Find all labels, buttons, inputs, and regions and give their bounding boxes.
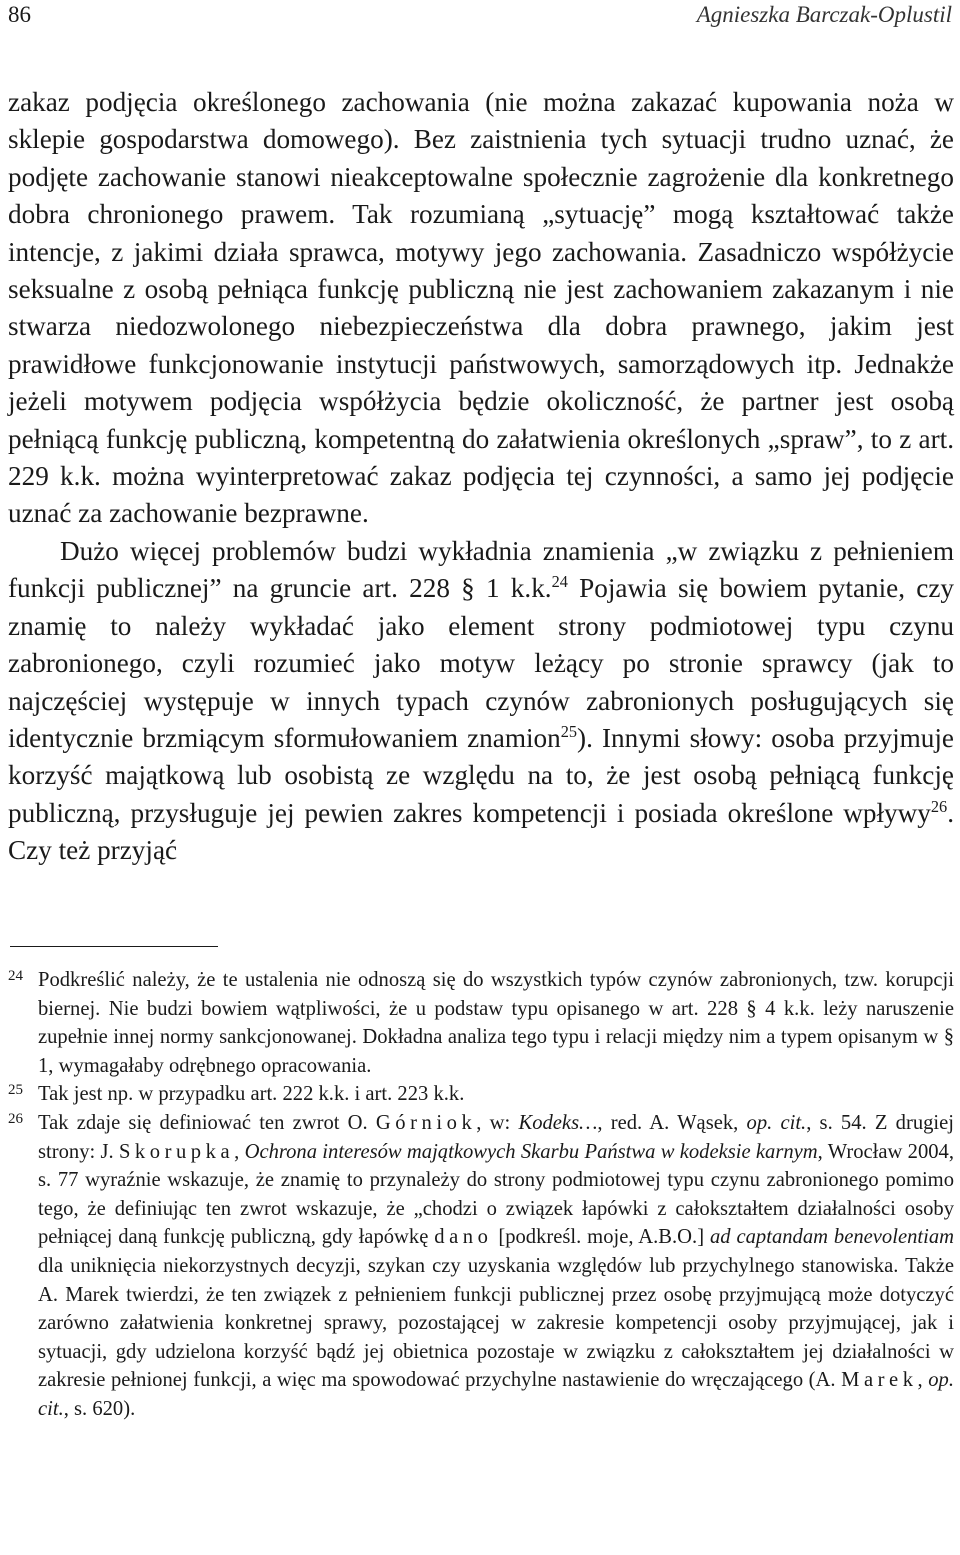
- author-name: Górniok: [375, 1111, 477, 1134]
- emphasized-word: dano: [434, 1226, 493, 1249]
- paragraph: [8, 84, 954, 533]
- footnote-text: , Wrocław 2004, s. 77 wyraźnie wskazuje, że znamię to przynależy do strony podmiotowej typu czynu zabronionego pomimo tego, że definiując ten zwrot wskazuje, że „chodzi o związek łapówki z całokształtem działalności osoby pełniącej daną funkcję publiczną, gdy łapówkę: [38, 1140, 954, 1249]
- footnote-text: , red. A. Wąsek,: [597, 1111, 747, 1134]
- author-name: Marek: [841, 1369, 918, 1392]
- footnote-24: [8, 966, 954, 1080]
- footnote-number: 25: [8, 1082, 23, 1099]
- paragraph: [8, 533, 954, 870]
- paragraph-text: . Czy też przyjąć: [8, 797, 954, 866]
- citation-abbrev: op. cit.: [38, 1369, 954, 1420]
- page-number: 86: [8, 2, 31, 27]
- work-title: Kodeks…: [518, 1111, 598, 1134]
- footnote-separator: [10, 946, 218, 947]
- citation-abbrev: op. cit.: [746, 1111, 807, 1134]
- footnote-reference[interactable]: 25: [560, 721, 578, 741]
- work-title: Ochrona interesów majątkowych Skarbu Państwa w kodeksie karnym: [244, 1140, 818, 1163]
- author-name: Skorupka: [118, 1140, 235, 1163]
- footnote-reference[interactable]: 24: [551, 572, 568, 592]
- paragraph-text: ). Innymi słowy: osoba przyjmuje korzyść majątkową lub osobistą ze względu na to, że jest osobą pełniącą funkcję publiczną, przysługuje jej pewien zakres kompetencji i posiada określone wpływy: [8, 722, 954, 828]
- footnote-text: , s. 620).: [63, 1397, 136, 1420]
- paragraph-text: Dużo więcej problemów budzi wykładnia znamienia „w związku z pełnieniem funkcji publicznej” na gruncie art. 228 § 1 k.k.: [8, 535, 954, 604]
- footnote-text: ,: [917, 1369, 929, 1392]
- footnote-text: , w:: [476, 1111, 519, 1134]
- footnote-text: Podkreślić należy, że te ustalenia nie odnoszą się do wszystkich typów czynów zabronionych, tzw. korupcji biernej. Nie budzi bowiem wątpliwości, że u podstaw typu opisanego w art. 228 § 4 k.k. leży naruszenie zupełnie innej normy sankcjonowanej. Dokładna analiza tego typu i relacji między nim a typem opisanym w § 1, wymagałaby odrębnego opracowania.: [38, 969, 954, 1077]
- footnote-26: [8, 1109, 954, 1424]
- running-head-author: Agnieszka Barczak-Oplustil: [696, 2, 952, 27]
- footnote-text: dla uniknięcia niekorzystnych decyzji, szykan czy uzyskania względów lub przychylnego stanowiska. Także A. Marek twierdzi, że ten związek z pełnieniem funkcji publicznej przez osobę przyjmującą może dotyczyć zarówno załatwienia konkretnej sprawy, pozostającej w zakresie kompetencji osoby przyjmującej, jak i sytuacji, gdy udzielona korzyść bądź jej obietnica pozostaje w związku z całokształtem jej działalności w zakresie pełnionej funkcji, a więc ma spowodować przychylne nastawienie do wręczającego (A.: [38, 1254, 954, 1392]
- footnote-text: Tak zdaje się definiować ten zwrot O.: [38, 1111, 376, 1134]
- footnote-25: [8, 1080, 954, 1109]
- footnotes: [8, 966, 954, 1424]
- footnote-text: , s. 54. Z drugiej strony: J.: [38, 1111, 954, 1163]
- latin-phrase: ad captandam benevolentiam: [709, 1226, 954, 1249]
- page-header: [8, 2, 952, 32]
- footnote-text: [podkreśl. moje, A.B.O.]: [492, 1226, 710, 1249]
- paragraph-text: zakaz podjęcia określonego zachowania (nie można zakazać kupowania noża w sklepie gospodarstwa domowego). Bez zaistnienia tych sytuacji trudno uznać, że podjęte zachowanie stanowi nieakceptowalne społecznie zagrożenie dla konkretnego dobra chronionego prawem. Tak rozumianą „sytuację” mogą kształtować także intencje, z jakimi działa sprawca, motywy jego zachowania. Zasadniczo współżycie seksualne z osobą pełniąca funkcję publiczną nie jest zachowaniem zakazanym i nie stwarza niedozwolonego niebezpieczeństwa dla dobra prawnego, jakim jest prawidłowe funkcjonowanie instytucji państwowych, samorządowych itp. Jednakże jeżeli motywem podjęcia współżycia będzie okoliczność, że partner jest osobą pełniącą funkcję publiczną, kompetentną do załatwienia określonych „spraw”, to z art. 229 k.k. można wyinterpretować zakaz podjęcia tej czynności, a samo jej podjęcie uznać za zachowanie bezprawne.: [8, 87, 954, 529]
- footnote-reference[interactable]: 26: [930, 796, 948, 816]
- footnote-number: 26: [8, 1110, 23, 1127]
- footnote-text: ,: [234, 1140, 245, 1163]
- paragraph-text: Pojawia się bowiem pytanie, czy znamię to należy wykładać jako element strony podmiotowej typu czynu zabronionego, czyli rozumieć jako motyw leżący po stronie sprawcy (jak to najczęściej występuje w innych typach czynów zabronionych posługujących się identycznie brzmiącym sformułowaniem znamion: [8, 573, 954, 753]
- main-text: [8, 84, 954, 870]
- footnote-number: 24: [8, 968, 23, 984]
- footnote-text: Tak jest np. w przypadku art. 222 k.k. i art. 223 k.k.: [38, 1083, 465, 1106]
